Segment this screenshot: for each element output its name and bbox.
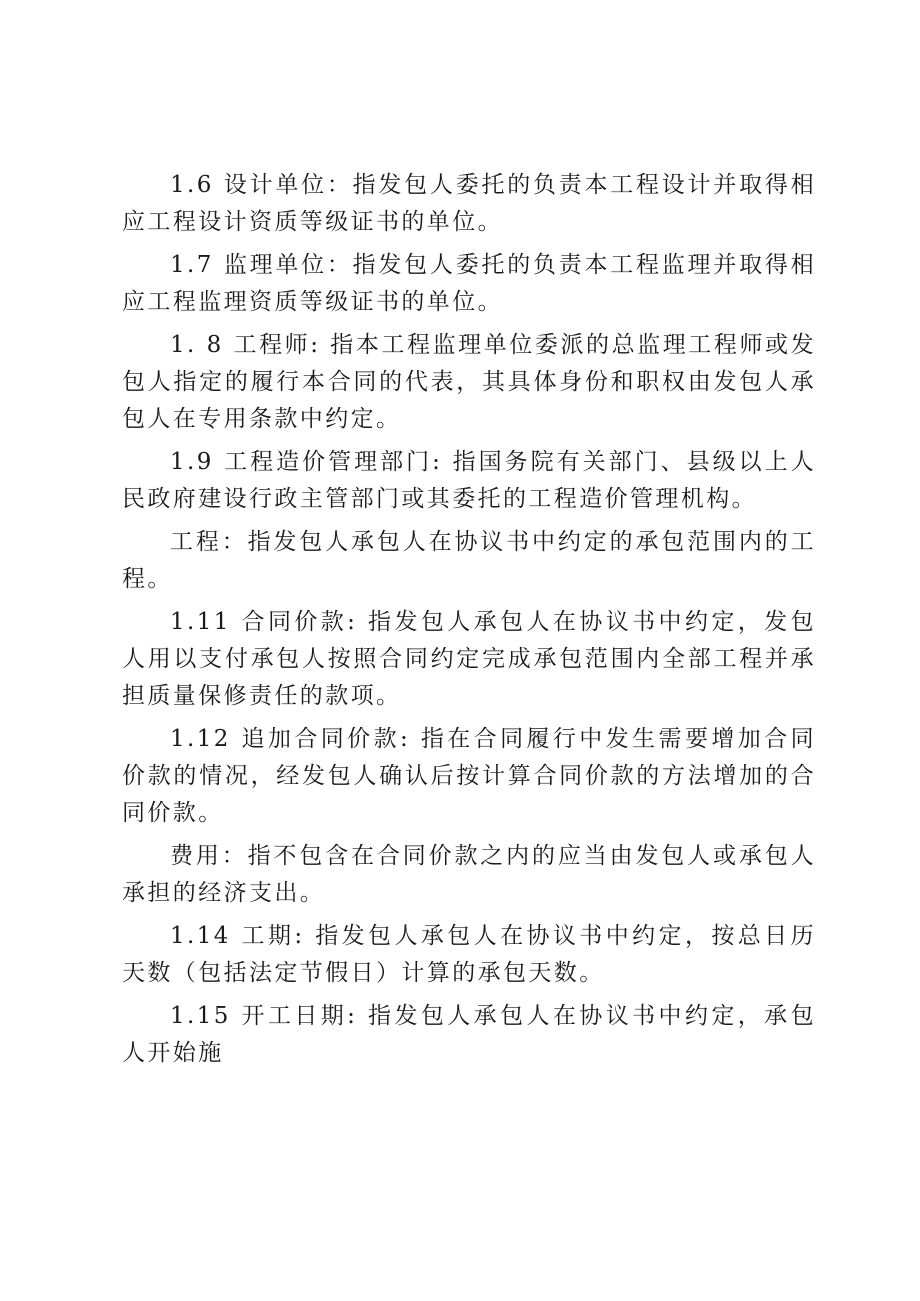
clause-1-14: 1.14 工期: 指发包人承包人在协议书中约定，按总日历天数（包括法定节假日）计算的承包天数。 [122, 923, 816, 986]
clause-1-7: 1.7 监理单位：指发包人委托的负责本工程监理并取得相应工程监理资质等级证书的单位。 [122, 252, 816, 315]
document-body [122, 167, 816, 1078]
clause-1-12: 1.12 追加合同价款: 指在合同履行中发生需要增加合同价款的情况，经发包人确认后按计算合同价款的方法增加的合同价款。 [122, 726, 816, 826]
clause-1-8: 1. 8 工程师: 指本工程监理单位委派的总监理工程师或发包人指定的履行本合同的代表，其具体身份和职权由发包人承包人在专用条款中约定。 [122, 332, 816, 432]
clause-engineering: 工程：指发包人承包人在协议书中约定的承包范围内的工程。 [122, 529, 816, 592]
clause-1-11: 1.11 合同价款: 指发包人承包人在协议书中约定，发包人用以支付承包人按照合同约定完成承包范围内全部工程并承担质量保修责任的款项。 [122, 609, 816, 709]
clause-expenses: 费用：指不包含在合同价款之内的应当由发包人或承包人承担的经济支出。 [122, 843, 816, 906]
clause-1-15: 1.15 开工日期: 指发包人承包人在协议书中约定，承包人开始施 [122, 1003, 816, 1066]
clause-1-6: 1.6 设计单位：指发包人委托的负责本工程设计并取得相应工程设计资质等级证书的单位。 [122, 172, 816, 235]
clause-1-9: 1.9 工程造价管理部门: 指国务院有关部门、县级以上人民政府建设行政主管部门或其委托的工程造价管理机构。 [122, 449, 816, 512]
